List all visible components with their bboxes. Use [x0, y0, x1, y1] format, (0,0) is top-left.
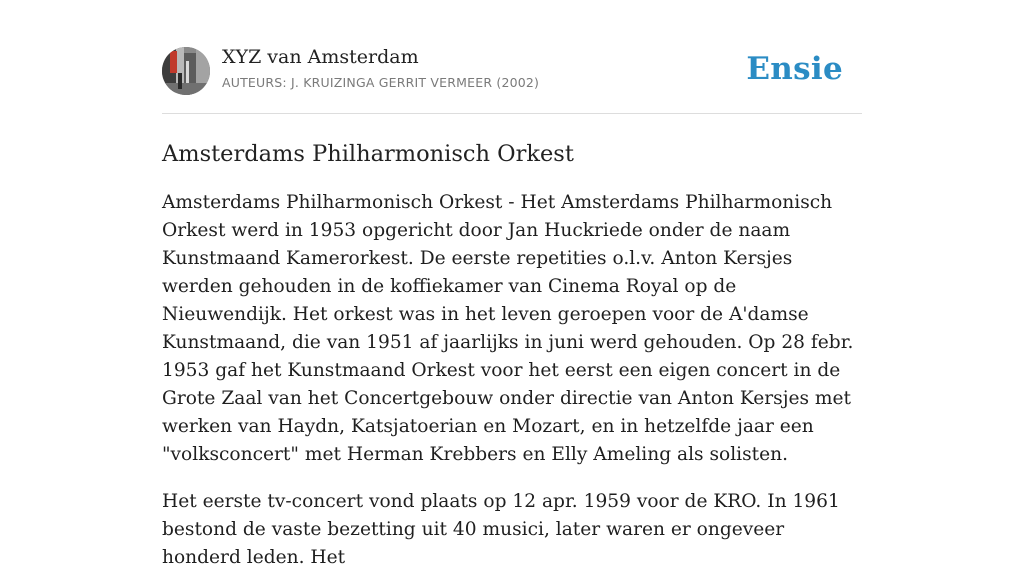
source-avatar-image: [162, 47, 210, 95]
page: [162, 0, 862, 572]
article-paragraph: Het eerste tv-concert vond plaats op 12 apr. 1959 voor de KRO. In 1961 bestond de vaste bezetting uit 40 musici, later waren er ongeveer honderd leden. Het: [162, 491, 840, 568]
ensie-logo[interactable]: Ensie: [746, 51, 843, 87]
source-header: [162, 0, 862, 114]
source-avatar[interactable]: [162, 47, 210, 95]
article-paragraph: Amsterdams Philharmonisch Orkest - Het Amsterdams Philharmonisch Orkest werd in 1953 opgericht door Jan Huckriede onder de naam Kunstmaand Kamerorkest. De eerste repetities o.l.v. Anton Kersjes werden gehouden in de koffiekamer van Cinema Royal op de Nieuwendijk. Het orkest was in het leven geroepen voor de A'damse Kunstmaand, die van 1951 af jaarlijks in juni werd gehouden. Op 28 febr. 1953 gaf het Kunstmaand Orkest voor het eerst een eigen concert in de Grote Zaal van het Concertgebouw onder directie van Anton Kersjes met werken van Haydn, Katsjatoerian en Mozart, en in hetzelfde jaar een "volksconcert" met Herman Krebbers en Elly Ameling als solisten.: [162, 192, 854, 465]
source-authors: AUTEURS: J. KRUIZINGA GERRIT VERMEER (2002): [222, 75, 540, 90]
source-title[interactable]: XYZ van Amsterdam: [222, 46, 419, 68]
article-title: Amsterdams Philharmonisch Orkest: [162, 141, 574, 167]
